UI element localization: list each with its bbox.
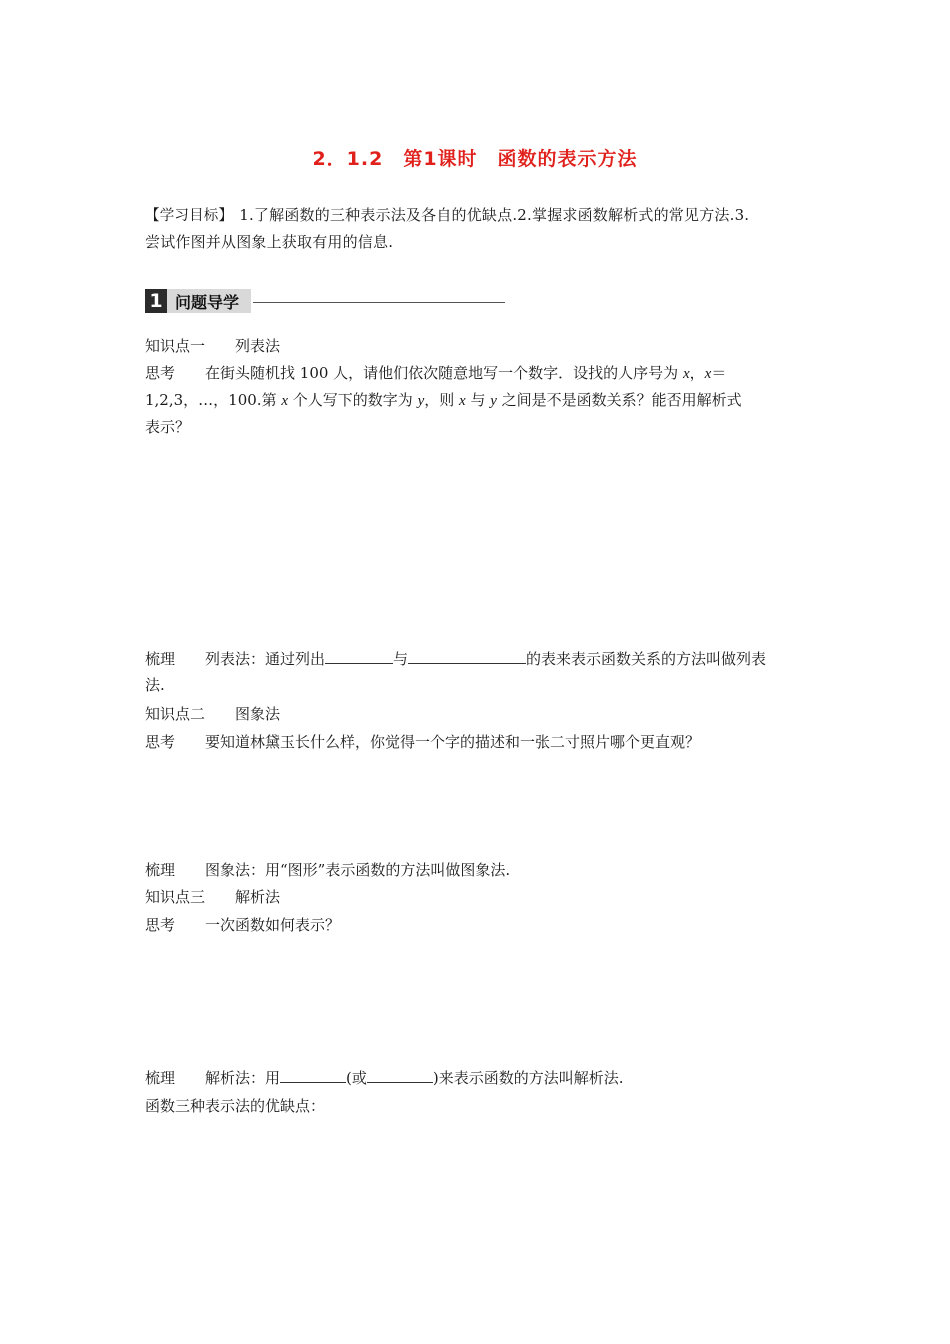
- kp3-sort-label: 梳理: [145, 1069, 176, 1087]
- kp2-sort-label: 梳理: [145, 861, 176, 879]
- var-x: x: [704, 366, 712, 382]
- kp2-heading-number: 知识点二: [145, 705, 206, 723]
- kp3-sort: [145, 1065, 810, 1091]
- kp1-sort-text: 法.: [145, 676, 165, 694]
- kp2-heading-title: 图象法: [235, 705, 281, 723]
- kp3-heading-number: 知识点三: [145, 888, 206, 906]
- kp1-heading: [145, 333, 810, 359]
- kp1-sort: [145, 646, 810, 698]
- kp1-think-text: 1,2,3，…，100.第: [145, 391, 282, 409]
- kp1-sort-label: 梳理: [145, 650, 176, 668]
- kp1-think-label: 思考: [145, 364, 176, 382]
- kp1-heading-number: 知识点一: [145, 337, 206, 355]
- kp2-think: [145, 729, 810, 755]
- kp1-think-text: ，: [689, 364, 705, 382]
- kp1-think-text: 与: [465, 391, 491, 409]
- kp1-sort-text: 列表法：通过列出: [205, 650, 326, 668]
- kp1-think-text: ，则: [424, 391, 460, 409]
- learning-objectives: [145, 202, 810, 255]
- kp1-think-text: 在街头随机找 100 人，请他们依次随意地写一个数字．设找的人序号为: [205, 364, 683, 382]
- lesson-title: 2．1.2 第1课时 函数的表示方法: [312, 148, 638, 170]
- objectives-line-2: 尝试作图并从图象上获取有用的信息.: [145, 233, 394, 251]
- kp1-think-text: 之间是不是函数关系？能否用解析式: [496, 391, 742, 409]
- var-x: x: [459, 393, 466, 409]
- kp2-think-text: 要知道林黛玉长什么样，你觉得一个字的描述和一张二寸照片哪个更直观？: [205, 733, 701, 751]
- kp2-sort-text: 图象法：用“图形”表示函数的方法叫做图象法.: [205, 861, 511, 879]
- section-number: 1: [145, 289, 167, 313]
- objectives-line-1: 1.了解函数的三种表示法及各自的优缺点.2.掌握求函数解析式的常见方法.3.: [239, 206, 750, 224]
- kp3-sort-text: )来表示函数的方法叫解析法.: [432, 1069, 624, 1087]
- kp1-think: [145, 360, 810, 440]
- kp3-think: [145, 912, 810, 938]
- kp3-summary: 函数三种表示法的优缺点：: [145, 1097, 326, 1115]
- kp2-sort: [145, 857, 810, 883]
- kp1-sort-text: 的表来表示函数关系的方法叫做列表: [526, 650, 767, 668]
- fill-blank[interactable]: [408, 647, 526, 664]
- kp1-think-text: 表示？: [145, 418, 191, 436]
- var-x: x: [281, 393, 289, 409]
- kp1-think-text: 个人写下的数字为: [288, 391, 418, 409]
- fill-blank[interactable]: [280, 1066, 346, 1083]
- section-divider: [253, 302, 505, 303]
- var-x: x: [682, 366, 690, 382]
- kp3-think-text: 一次函数如何表示？: [205, 916, 341, 934]
- kp2-heading: [145, 701, 810, 727]
- kp1-heading-title: 列表法: [235, 337, 281, 355]
- kp3-heading: [145, 884, 810, 910]
- kp1-think-text: ＝: [711, 364, 727, 382]
- fill-blank[interactable]: [367, 1066, 433, 1083]
- section-label: 问题导学: [167, 289, 251, 313]
- var-y: y: [490, 393, 497, 409]
- kp3-heading-title: 解析法: [235, 888, 281, 906]
- kp3-sort-text: (或: [346, 1069, 367, 1087]
- section-header: [145, 289, 505, 313]
- kp3-think-label: 思考: [145, 916, 176, 934]
- var-y: y: [417, 393, 425, 409]
- fill-blank[interactable]: [325, 647, 393, 664]
- kp3-sort-text: 解析法：用: [205, 1069, 281, 1087]
- kp1-sort-text: 与: [393, 650, 409, 668]
- kp2-think-label: 思考: [145, 733, 176, 751]
- objectives-tag: 【学习目标】: [145, 208, 234, 224]
